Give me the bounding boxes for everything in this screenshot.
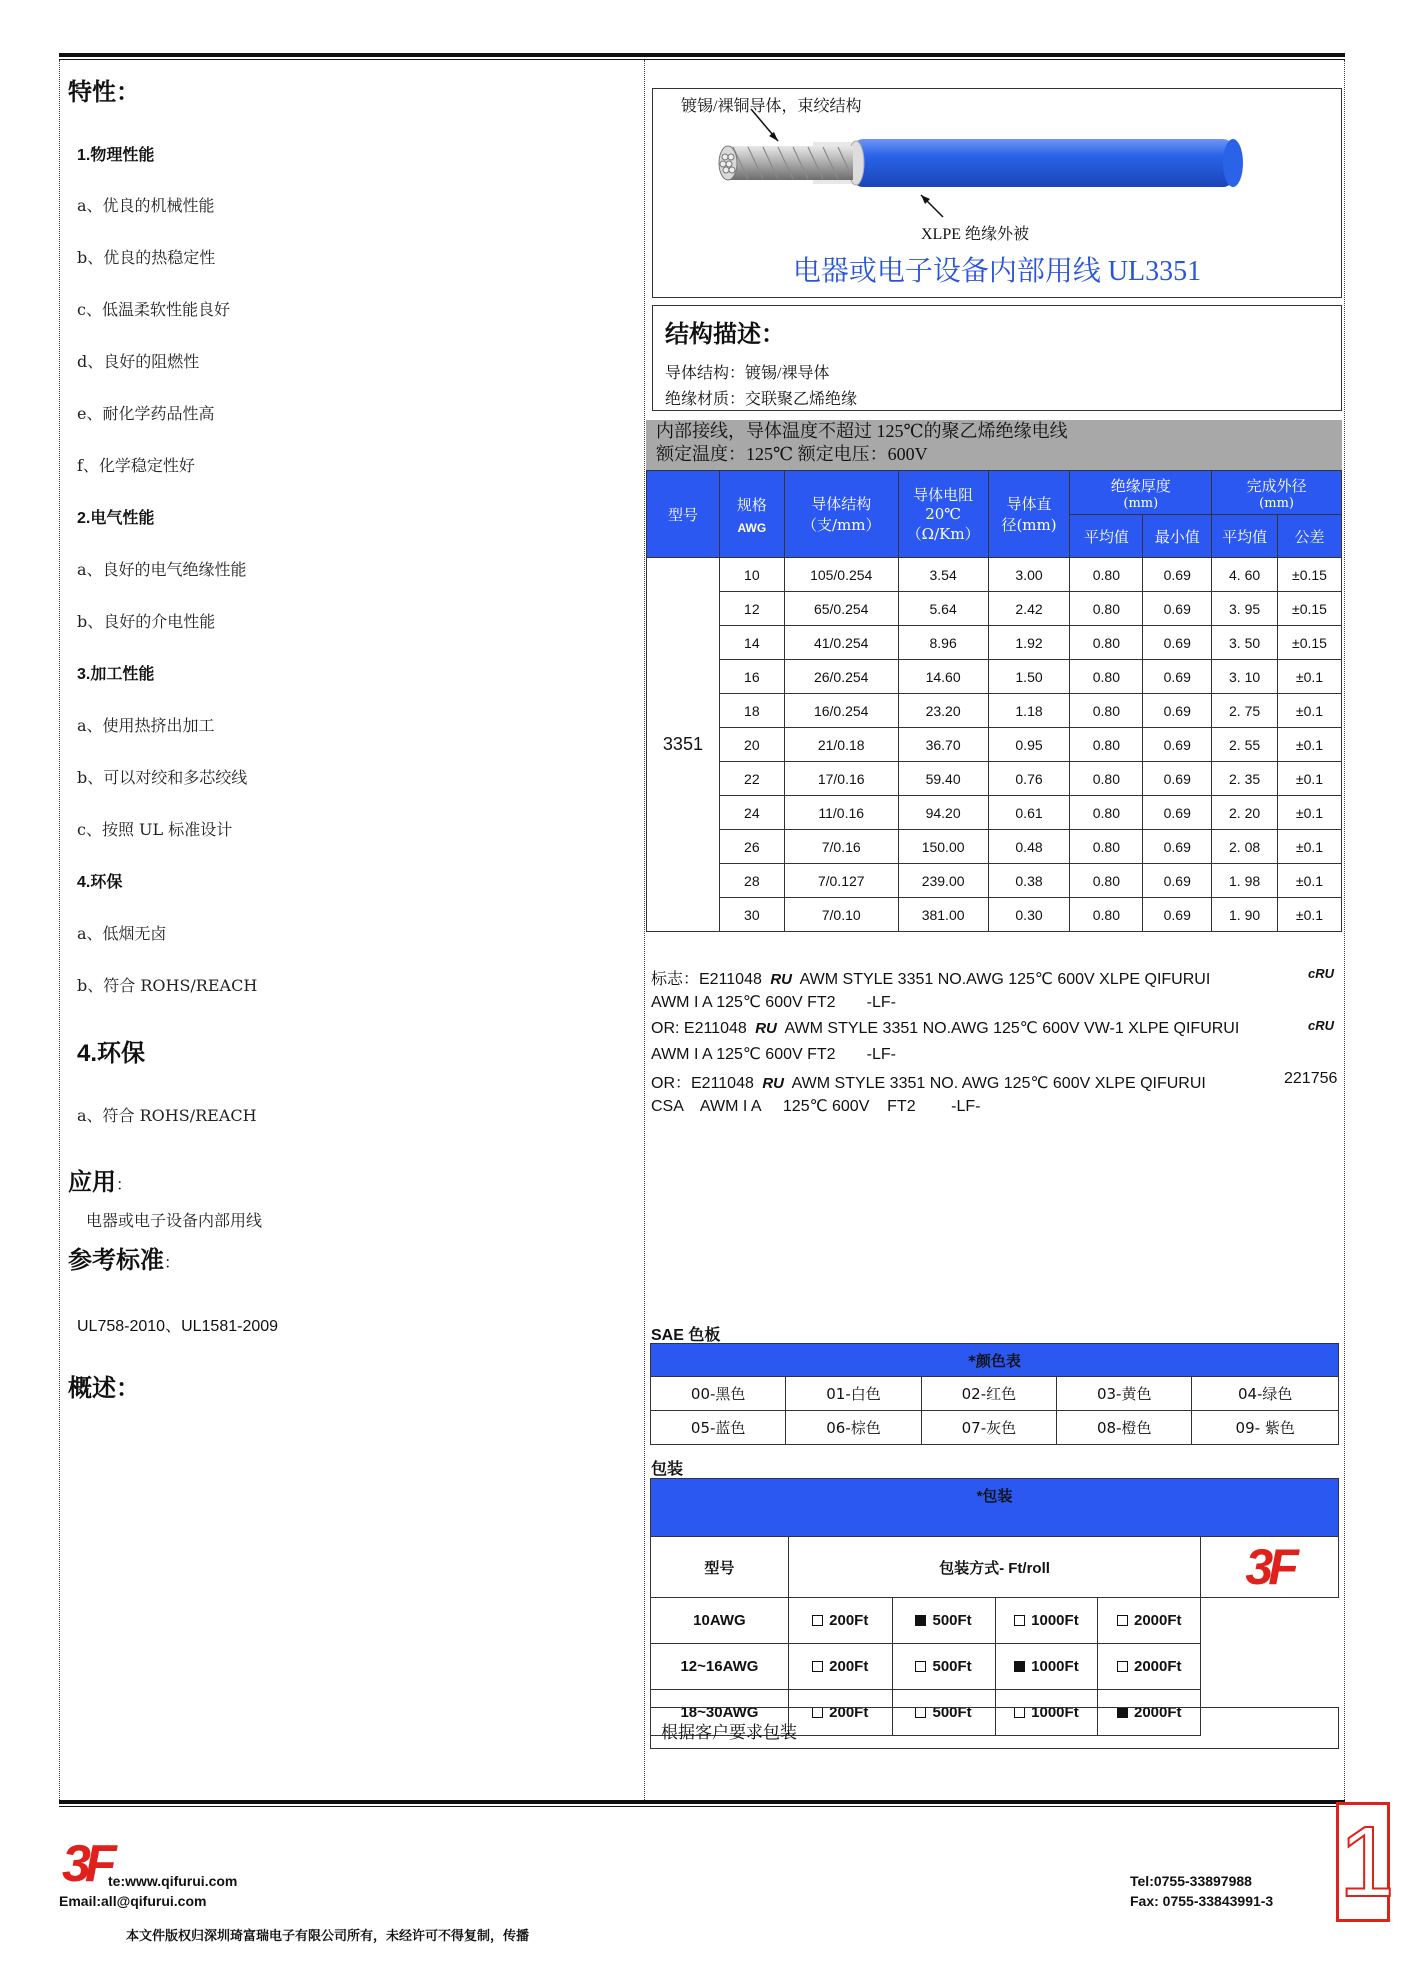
diameter-header: 导体直 [1006,495,1052,513]
product-image-box [652,88,1342,298]
packing-option-label: 1000Ft [1031,1658,1079,1675]
spec-cell: 0.69 [1143,592,1212,626]
spec-cell: ±0.1 [1278,660,1342,694]
spec-cell: 0.69 [1143,796,1212,830]
standard-title-text: 参考标准 [68,1247,164,1274]
env-item-a: a、低烟无卤 [77,924,167,943]
marking-1b: AWM STYLE 3351 NO.AWG 125℃ 600V XLPE QIFURUI [799,971,1211,988]
footer-website: te:www.qifurui.com [108,1873,238,1889]
spec-cell: 381.00 [898,898,988,932]
spec-cell: 1. 90 [1212,898,1278,932]
packing-row-model: 10AWG [651,1598,789,1644]
spec-cell: 3.54 [898,558,988,592]
spec-cell: 17/0.16 [784,762,898,796]
electrical-item-a: a、良好的电气绝缘性能 [77,560,247,579]
spec-cell: 0.30 [988,898,1070,932]
spec-cell: 0.69 [1143,864,1212,898]
structure-insulation: 绝缘材质：交联聚乙烯绝缘 [665,391,858,408]
packing-row-model: 12~16AWG [651,1644,789,1690]
col-model: 型号 [647,471,720,558]
application-title-text: 应用 [68,1169,116,1196]
spec-cell: 7/0.10 [784,898,898,932]
physical-item-d: d、良好的阻燃性 [77,352,200,371]
spec-cell: 0.80 [1070,898,1143,932]
physical-item-f: f、化学稳定性好 [77,456,195,475]
packing-option-label: 1000Ft [1031,1612,1079,1629]
spec-cell: 4. 60 [1212,558,1278,592]
spec-cell: 3. 95 [1212,592,1278,626]
packing-option-label: 2000Ft [1134,1658,1182,1675]
unchecked-box-icon[interactable] [812,1615,823,1626]
spec-cell: 41/0.254 [784,626,898,660]
spec-row [647,694,1342,728]
packing-option[interactable] [892,1644,995,1690]
spec-body [647,558,1342,932]
spec-cell: ±0.15 [1278,626,1342,660]
copyright: 本文件版权归深圳琦富瑞电子有限公司所有，未经许可不得复制，传播 [126,1928,530,1943]
spec-cell: 23.20 [898,694,988,728]
footer-fax: Fax: 0755-33843991-3 [1130,1893,1274,1909]
spec-cell: 0.95 [988,728,1070,762]
footer-email: Email:all@qifurui.com [59,1893,207,1909]
sae-color-cell: 04-绿色 [1192,1377,1339,1411]
packing-option[interactable] [1098,1598,1201,1644]
physical-item-b: b、优良的热稳定性 [77,248,216,267]
footer-logo: 3F [62,1835,111,1893]
unchecked-box-icon[interactable] [1014,1615,1025,1626]
packing-option[interactable] [788,1644,892,1690]
spec-cell: 20 [719,728,784,762]
packing-option[interactable] [1098,1644,1201,1690]
spec-cell: 3.00 [988,558,1070,592]
od-unit: (mm) [1259,495,1294,511]
spec-cell: 0.48 [988,830,1070,864]
spec-row [647,660,1342,694]
thickness-header: 绝缘厚度 [1110,476,1171,495]
processing-title: 3.加工性能 [77,666,155,683]
spec-row [647,762,1342,796]
gauge-header: 规格 [736,495,767,514]
spec-cell: 7/0.127 [784,864,898,898]
spec-cell: 94.20 [898,796,988,830]
spec-row [647,796,1342,830]
spec-cell: 8.96 [898,626,988,660]
spec-cell: 0.61 [988,796,1070,830]
col-gauge [719,471,784,558]
spec-cell: 12 [719,592,784,626]
packing-option-label: 500Ft [932,1658,972,1675]
ul-mark-icon-2: RU [755,1020,777,1037]
page-number-text: 1 [1339,1806,1395,1918]
col-min-thickness: 最小值 [1143,515,1212,558]
spec-cell: 5.64 [898,592,988,626]
packing-option[interactable] [892,1598,995,1644]
marking-3b: AWM STYLE 3351 NO.AWG 125℃ 600V VW-1 XLPE QIFURUI [784,1020,1240,1037]
standard-colon: ： [164,1255,181,1272]
spec-cell: 0.69 [1143,626,1212,660]
packing-title: 包装 [651,1461,684,1478]
spec-cell: 1.50 [988,660,1070,694]
spec-cell: 1.18 [988,694,1070,728]
processing-item-b: b、可以对绞和多芯绞线 [77,768,248,787]
spec-cell: ±0.1 [1278,864,1342,898]
spec-cell: 10 [719,558,784,592]
packing-option-label: 500Ft [932,1612,972,1629]
env-title-big: 4.环保 [77,1040,146,1067]
checked-box-icon[interactable] [1014,1661,1025,1672]
gauge-unit: AWG [737,520,767,535]
checked-box-icon[interactable] [915,1615,926,1626]
spec-cell: 2. 35 [1212,762,1278,796]
packing-option[interactable] [788,1598,892,1644]
application-colon: ： [116,1177,133,1194]
spec-cell: ±0.1 [1278,796,1342,830]
spec-cell: 0.80 [1070,558,1143,592]
overview-title: 概述： [68,1375,140,1402]
spec-cell: 36.70 [898,728,988,762]
packing-option[interactable] [995,1598,1098,1644]
col-thickness [1070,471,1212,515]
spec-cell: 2. 20 [1212,796,1278,830]
spec-cell: 59.40 [898,762,988,796]
spec-cell: 11/0.16 [784,796,898,830]
spec-cell: ±0.1 [1278,762,1342,796]
spec-cell: 28 [719,864,784,898]
spec-row [647,864,1342,898]
cul-mark-1: cRU [1308,966,1335,981]
spec-cell: 0.80 [1070,796,1143,830]
unchecked-box-icon[interactable] [812,1661,823,1672]
sae-color-cell: 05-蓝色 [651,1411,786,1445]
sae-body [651,1377,1339,1445]
spec-cell: ±0.15 [1278,592,1342,626]
conductor-unit: （支/mm） [801,516,881,534]
env-item-big: a、符合 ROHS/REACH [77,1106,257,1125]
top-rule-thin [59,59,1345,60]
cul-mark-2: cRU [1308,1018,1335,1033]
packing-header: *包装 [651,1479,1339,1537]
spec-cell: 14.60 [898,660,988,694]
spec-cell: ±0.1 [1278,830,1342,864]
spec-cell: 2. 75 [1212,694,1278,728]
resistance-header: 导体电阻 [913,486,974,504]
spec-cell: 0.80 [1070,830,1143,864]
spec-row [647,592,1342,626]
spec-cell: 0.80 [1070,864,1143,898]
application-text: 电器或电子设备内部用线 [86,1211,263,1230]
resistance-unit: （Ω/Km） [906,525,980,543]
unchecked-box-icon[interactable] [1117,1661,1128,1672]
spec-cell: ±0.1 [1278,898,1342,932]
packing-table [650,1478,1339,1736]
marking-line-3 [651,1018,1239,1038]
spec-cell: ±0.15 [1278,558,1342,592]
spec-model: 3351 [647,558,720,932]
spec-cell: 30 [719,898,784,932]
sae-header: *颜色表 [651,1344,1339,1377]
packing-option-label: 500Ft [932,1704,972,1721]
sae-color-cell: 03-黄色 [1057,1377,1192,1411]
col-conductor [784,471,898,558]
footer-tel: Tel:0755-33897988 [1130,1873,1252,1889]
spec-table [646,470,1342,932]
standard-title [68,1240,180,1275]
spec-cell: 150.00 [898,830,988,864]
processing-item-c: c、按照 UL 标准设计 [77,820,233,839]
spec-cell: 22 [719,762,784,796]
marking-5b: AWM STYLE 3351 NO. AWG 125℃ 600V XLPE QIFURUI [791,1075,1206,1092]
marking-line-6: CSA AWM I A 125℃ 600V FT2 -LF- [651,1098,981,1115]
conductor-label: 镀锡/裸铜导体，束绞结构 [681,98,862,115]
banner-line-2: 额定温度：125℃ 额定电压：600V [656,444,928,464]
brand-logo: 3F [1245,1539,1294,1595]
sae-color-cell: 07-灰色 [921,1411,1056,1445]
features-title: 特性： [68,79,140,106]
spec-cell: 7/0.16 [784,830,898,864]
sae-color-cell: 08-橙色 [1057,1411,1192,1445]
diameter-unit: 径(mm) [1001,516,1057,534]
spec-cell: 2. 08 [1212,830,1278,864]
spec-cell: 21/0.18 [784,728,898,762]
center-divider [644,60,645,1800]
col-od [1212,471,1342,515]
spec-cell: 2.42 [988,592,1070,626]
spec-cell: 0.80 [1070,762,1143,796]
packing-row-model: 18~30AWG [651,1690,789,1736]
spec-row [647,728,1342,762]
spec-row [647,626,1342,660]
od-header: 完成外径 [1246,476,1307,495]
spec-cell: ±0.1 [1278,694,1342,728]
sae-color-cell: 09- 紫色 [1192,1411,1339,1445]
marking-line-2: AWM I A 125℃ 600V FT2 -LF- [651,994,897,1011]
spec-cell: 0.69 [1143,830,1212,864]
bottom-rule [59,1800,1345,1804]
packing-logo-cell [1201,1537,1339,1598]
processing-item-a: a、使用热挤出加工 [77,716,215,735]
marking-5a: OR：E211048 [651,1075,754,1092]
spec-row [647,898,1342,932]
packing-option-label: 200Ft [829,1658,869,1675]
packing-option-label: 200Ft [829,1704,869,1721]
packing-option-label: 2000Ft [1134,1704,1182,1721]
spec-cell: 3. 50 [1212,626,1278,660]
physical-title: 1.物理性能 [77,147,155,164]
spec-cell: 0.69 [1143,728,1212,762]
spec-cell: 16/0.254 [784,694,898,728]
spec-cell: 2. 55 [1212,728,1278,762]
sae-color-table [650,1343,1339,1445]
env-item-b: b、符合 ROHS/REACH [77,976,258,995]
sae-color-cell: 02-红色 [921,1377,1056,1411]
col-avg-thickness: 平均值 [1070,515,1143,558]
bottom-rule-thin [59,1806,1345,1807]
sae-color-cell: 00-黑色 [651,1377,786,1411]
spec-cell: 26 [719,830,784,864]
electrical-item-b: b、良好的介电性能 [77,612,216,631]
unchecked-box-icon[interactable] [915,1661,926,1672]
physical-item-c: c、低温柔软性能良好 [77,300,230,319]
env-title: 4.环保 [77,874,123,891]
thickness-unit: (mm) [1123,495,1159,511]
packing-model-col: 型号 [651,1537,789,1598]
spec-cell: 1.92 [988,626,1070,660]
standard-text: UL758-2010、UL1581-2009 [77,1318,279,1335]
marking-line-4: AWM I A 125℃ 600V FT2 -LF- [651,1046,897,1063]
page-number [1336,1802,1395,1922]
spec-cell: 3. 10 [1212,660,1278,694]
right-border [1344,60,1345,1800]
sae-title: SAE 色板 [651,1327,721,1344]
spec-cell: 0.69 [1143,558,1212,592]
structure-conductor: 导体结构：镀锡/裸导体 [665,365,830,382]
packing-row [651,1598,1339,1644]
packing-method-col: 包装方式- Ft/roll [788,1537,1200,1598]
spec-cell: 0.69 [1143,694,1212,728]
marking-line-5 [651,1070,1206,1093]
spec-cell: 16 [719,660,784,694]
spec-cell: 0.69 [1143,898,1212,932]
unchecked-box-icon[interactable] [1117,1615,1128,1626]
packing-option-label: 2000Ft [1134,1612,1182,1629]
marking-1a: 标志：E211048 [651,971,762,988]
packing-option-label: 1000Ft [1031,1704,1079,1721]
spec-cell: 1. 98 [1212,864,1278,898]
application-title [68,1162,132,1197]
packing-note: 根据客户要求包装 [650,1707,1339,1749]
spec-cell: 26/0.254 [784,660,898,694]
packing-option-label: 200Ft [829,1612,869,1629]
structure-title: 结构描述： [665,321,785,348]
insulation-label: XLPE 绝缘外被 [921,226,1030,243]
spec-cell: 0.80 [1070,728,1143,762]
spec-cell: 0.80 [1070,660,1143,694]
product-title: 电器或电子设备内部用线 UL3351 [792,256,1202,287]
sae-row [651,1411,1339,1445]
spec-cell: ±0.1 [1278,728,1342,762]
spec-cell: 14 [719,626,784,660]
top-rule [59,53,1345,57]
spec-cell: 0.76 [988,762,1070,796]
spec-cell: 239.00 [898,864,988,898]
banner-line-1: 内部接线，导体温度不超过 125℃的聚乙烯绝缘电线 [656,421,1068,441]
spec-cell: 105/0.254 [784,558,898,592]
ul-mark-icon: RU [770,971,793,988]
spec-cell: 0.80 [1070,694,1143,728]
sae-row [651,1377,1339,1411]
spec-cell: 18 [719,694,784,728]
sae-color-cell: 01-白色 [786,1377,921,1411]
spec-cell: 0.69 [1143,762,1212,796]
physical-item-a: a、优良的机械性能 [77,196,215,215]
spec-cell: 24 [719,796,784,830]
structure-box [652,305,1342,411]
electrical-title: 2.电气性能 [77,510,155,527]
resistance-temp: 20℃ [925,505,962,523]
marking-5c: 221756 [1284,1070,1338,1087]
packing-option[interactable] [995,1644,1098,1690]
left-border [59,60,60,1800]
col-resistance [898,471,988,558]
col-avg-od: 平均值 [1212,515,1278,558]
spec-cell: 0.80 [1070,592,1143,626]
spec-cell: 0.38 [988,864,1070,898]
marking-3a: OR: E211048 [651,1020,747,1037]
col-tolerance: 公差 [1278,515,1342,558]
marking-line-1 [651,966,1210,989]
ul-mark-icon-3: RU [762,1075,785,1092]
conductor-header: 导体结构 [811,495,872,513]
col-diameter [988,471,1070,558]
spec-cell: 65/0.254 [784,592,898,626]
rating-banner [646,420,1342,470]
spec-row [647,558,1342,592]
spec-cell: 0.69 [1143,660,1212,694]
packing-row [651,1644,1339,1690]
spec-row [647,830,1342,864]
spec-cell: 0.80 [1070,626,1143,660]
sae-color-cell: 06-棕色 [786,1411,921,1445]
physical-item-e: e、耐化学药品性高 [77,404,215,423]
